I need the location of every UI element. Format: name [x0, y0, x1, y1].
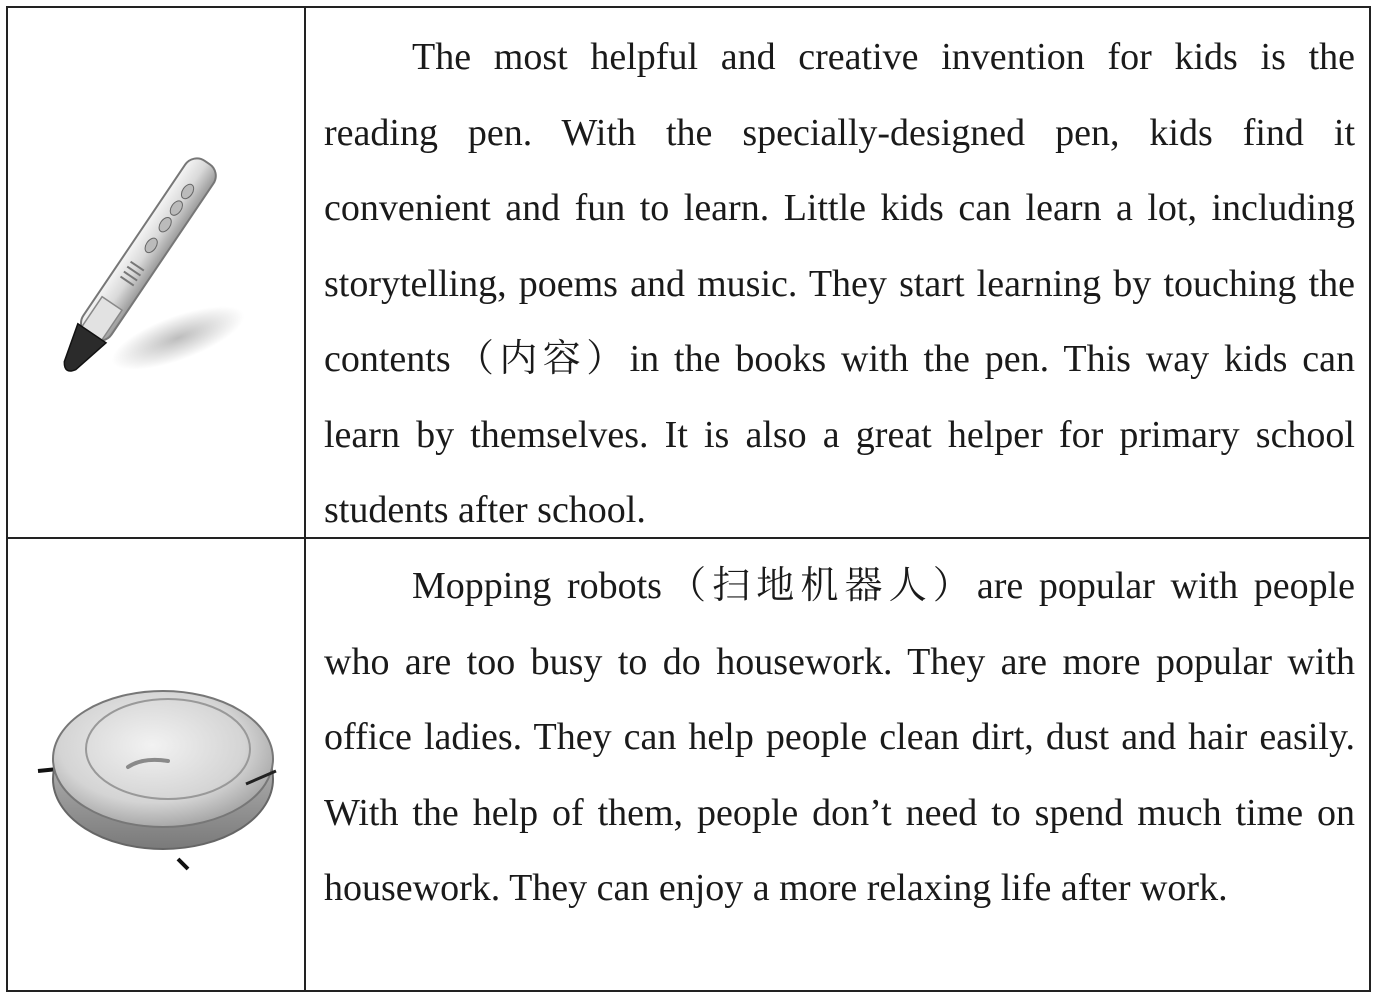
text-cell-reading-pen	[306, 8, 1369, 537]
image-cell-reading-pen	[8, 8, 306, 537]
mopping-robot-icon	[8, 539, 306, 990]
text-cell-mopping-robot	[306, 539, 1369, 990]
table-row-mopping-robot	[8, 539, 1369, 990]
image-cell-mopping-robot	[8, 539, 306, 990]
inventions-table	[6, 6, 1371, 992]
reading-pen-paragraph: The most helpful and creative invention for kids is the reading pen. With the specially-designed pen, kids find it convenient and fun to learn. Little kids can learn a lot, including storytelling, poems and music. They start learning by touching the contents（内容）in the books with the pen. This way kids can learn by themselves. It is also a great helper for primary school students after school.	[324, 36, 1355, 531]
table-row-reading-pen	[8, 8, 1369, 539]
mopping-robot-paragraph: Mopping robots（扫地机器人）are popular with people who are too busy to do housework. They are more popular with office ladies. They can help people clean dirt, dust and hair easily. With the help of them, people don’t need to spend much time on housework. They can enjoy a more relaxing life after work.	[324, 565, 1355, 909]
reading-pen-icon	[8, 8, 306, 539]
